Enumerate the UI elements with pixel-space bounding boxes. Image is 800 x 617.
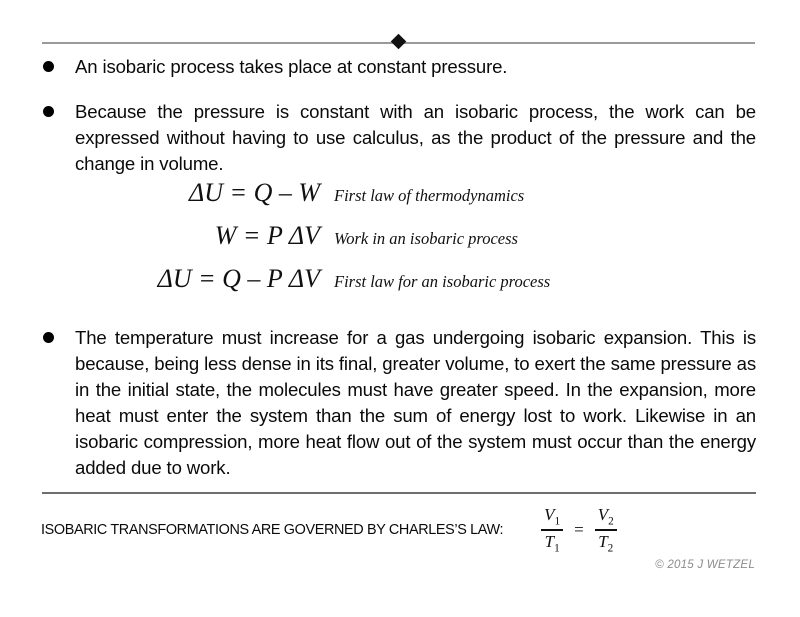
- fraction-right-denominator-subscript: 2: [607, 541, 614, 554]
- fraction-right-denominator: $T_2$: [598, 531, 614, 554]
- fraction-right-numerator-subscript: 2: [608, 515, 614, 528]
- diamond-ornament-icon: [391, 34, 407, 50]
- list-item-text: Because the pressure is constant with an isobaric process, the work can be expressed without having to use calculus, as the product of the pressure and the change in volume.: [75, 101, 756, 174]
- fraction-right-bar: [595, 529, 617, 531]
- copyright-notice: © 2015 J WETZEL: [655, 558, 755, 571]
- equals-sign: =: [574, 519, 584, 539]
- equation-label: First law for an isobaric process: [334, 272, 551, 291]
- list-item: [42, 325, 756, 481]
- list-item: [42, 54, 756, 80]
- fraction-left-denominator: $T_1$: [544, 531, 560, 554]
- equation-row: [0, 178, 800, 221]
- footer-law-row: [41, 505, 756, 555]
- fraction-left-numerator-subscript: 1: [554, 515, 561, 528]
- fraction-right: [595, 505, 617, 555]
- charles-law-formula: [541, 505, 617, 555]
- equation-block: [0, 178, 800, 307]
- list-item-text: The temperature must increase for a gas undergoing isobaric expansion. This is because, being less dense in its final, greater volume, to exert the same pressure as in the initial state, the molecules must have greater speed. In the expansion, more heat must enter the system than the sum of energy lost to work. Likewise in an isobaric compression, more heat flow out of the system must occur than the energy added due to work.: [75, 327, 756, 478]
- bullet-dot-icon: [43, 61, 54, 72]
- list-item: [42, 99, 756, 177]
- header-ornament-rule: [42, 36, 755, 52]
- bullet-dot-icon: [43, 332, 54, 343]
- equation-label: First law of thermodynamics: [334, 186, 525, 205]
- equation-row: [0, 264, 800, 307]
- footer-caption: ISOBARIC TRANSFORMATIONS ARE GOVERNED BY CHARLES’S LAW:: [41, 521, 504, 538]
- bullet-list: [42, 54, 756, 196]
- footer-divider: [42, 492, 756, 494]
- equation-formula: W = P ΔV: [214, 221, 320, 250]
- equation-formula: ΔU = Q – P ΔV: [157, 264, 320, 293]
- bullet-list-secondary: [42, 325, 756, 500]
- fraction-left: [541, 505, 563, 555]
- bullet-dot-icon: [43, 106, 54, 117]
- fraction-left-numerator: $V_1$: [544, 505, 561, 528]
- equation-label: Work in an isobaric process: [334, 229, 518, 248]
- equation-formula: ΔU = Q – W: [188, 178, 320, 207]
- list-item-text: An isobaric process takes place at constant pressure.: [75, 56, 508, 77]
- equation-row: [0, 221, 800, 264]
- fraction-left-bar: [541, 529, 563, 531]
- fraction-right-numerator: $V_2$: [597, 505, 614, 528]
- fraction-left-denominator-subscript: 1: [554, 541, 560, 554]
